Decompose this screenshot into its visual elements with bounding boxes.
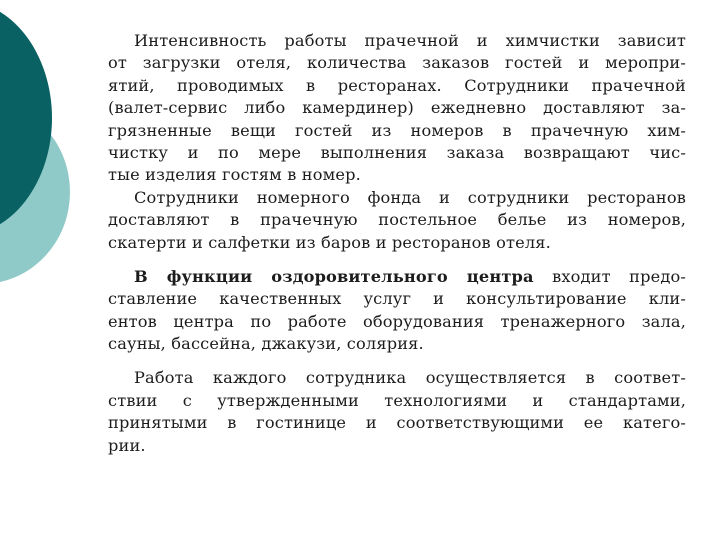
text-fragment: входит предо- (533, 266, 686, 286)
text-line: грязненные вещи гостей из номеров в прачечную хим- (108, 120, 686, 140)
text-line: рии. (108, 435, 146, 455)
text-line: принятыми в гостинице и соответствующими ее катего- (108, 413, 686, 433)
paragraph-gap (108, 254, 686, 266)
text-line: Интенсивность работы прачечной и химчистки зависит (134, 31, 686, 50)
text-line: ятий, проводимых в ресторанах. Сотрудники прачечной (108, 75, 686, 95)
decorative-circles (0, 0, 90, 300)
text-line: Работа каждого сотрудника осуществляется в соответ- (134, 368, 686, 388)
text-line: Сотрудники номерного фонда и сотрудники ресторанов (134, 187, 686, 207)
paragraph-gap (108, 355, 686, 367)
text-line: сауны, бассейна, джакузи, солярия. (108, 334, 424, 354)
text-line: чистку и по мере выполнения заказа возвращают чис- (108, 142, 686, 162)
bold-term: В функции оздоровительного центра (134, 266, 534, 286)
text-line: скатерти и салфетки из баров и ресторанов отеля. (108, 232, 551, 252)
text-line: доставляют в прачечную постельное белье из номеров, (108, 210, 686, 230)
text-line: ентов центра по работе оборудования тренажерного зала, (108, 311, 686, 331)
text-line: ствии с утвержденными технологиями и стандартами, (108, 390, 686, 410)
paragraph-wellness-center (108, 266, 686, 356)
text-line: (валет-сервис либо камердинер) ежедневно доставляют за- (108, 98, 686, 118)
text-line: от загрузки отеля, количества заказов гостей и меропри- (108, 53, 686, 73)
text-line (108, 266, 686, 288)
paragraph-room-staff (108, 187, 686, 254)
body-text (108, 30, 686, 457)
text-line: тые изделия гостям в номер. (108, 165, 361, 185)
paragraph-staff-standards (108, 367, 686, 457)
paragraph-laundry (108, 30, 686, 187)
text-line: ставление качественных услуг и консультирование кли- (108, 289, 686, 309)
